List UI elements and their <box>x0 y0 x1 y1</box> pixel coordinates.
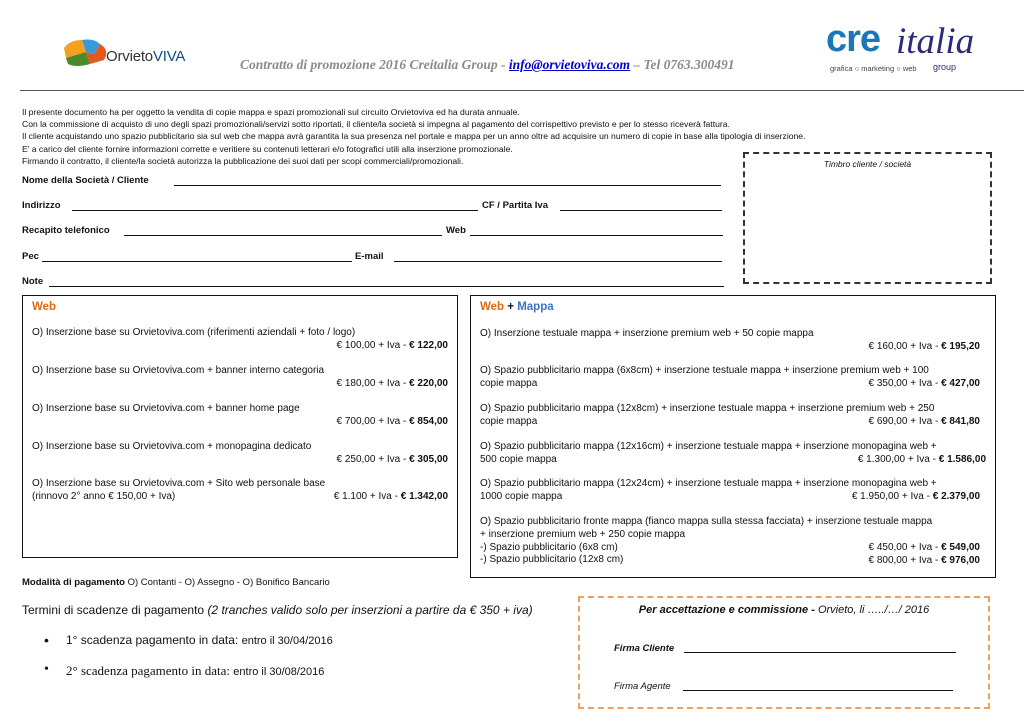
option-price: € 1.950,00 + Iva - € 2.379,00 <box>851 491 980 502</box>
option-price: € 1.100 + Iva - € 1.342,00 <box>333 491 448 502</box>
creitalia-group: group <box>933 62 957 72</box>
company-field[interactable] <box>174 185 721 186</box>
option-text-line2: (rinnovo 2° anno € 150,00 + Iva) <box>32 490 176 502</box>
option-text: O) Inserzione base su Orvietoviva.com + monopagina dedicato <box>32 441 312 452</box>
map-option[interactable] <box>480 365 980 391</box>
phone-field[interactable] <box>124 235 442 236</box>
creitalia-logo-cre: cre <box>826 18 881 60</box>
option-text: O) Spazio pubblicitario mappa (12x16cm) + inserzione testuale mappa + inserzione monopagina web + <box>480 441 937 452</box>
option-text: O) Spazio pubblicitario mappa (12x24cm) + inserzione testuale mappa + inserzione monopagina web + <box>480 478 937 489</box>
orvietoviva-logo-text: OrvietoVIVA <box>106 48 186 65</box>
web-option[interactable] <box>32 441 448 467</box>
tax-id-label: CF / Partita Iva <box>482 200 548 211</box>
option-text: O) Inserzione base su Orvietoviva.com + banner interno categoria <box>32 365 325 376</box>
option-text-line2: copie mappa <box>480 415 538 427</box>
address-label: Indirizzo <box>22 200 61 211</box>
orvietoviva-logo <box>60 30 200 74</box>
creitalia-logo <box>826 18 975 80</box>
map-option[interactable] <box>480 403 980 429</box>
pec-label: Pec <box>22 251 39 262</box>
intro-line: Il presente documento ha per oggetto la vendita di copie mappa e spazi promozionali sul circuito Orvietoviva ed ha durata annuale. <box>22 107 520 117</box>
option-text: O) Inserzione base su Orvietoviva.com + Sito web personale base <box>32 478 326 489</box>
option-text-line2: copie mappa <box>480 377 538 389</box>
web-box-title: Web <box>32 301 57 313</box>
option-price: € 450,00 + Iva - € 549,00 <box>868 542 980 553</box>
option-text: O) Inserzione base su Orvietoviva.com (riferimenti aziendali + foto / logo) <box>32 327 356 338</box>
option-price: € 1.300,00 + Iva - € 1.586,00 <box>857 454 986 465</box>
option-price: € 800,00 + Iva - € 976,00 <box>868 555 980 566</box>
map-option[interactable] <box>480 328 980 354</box>
web-field[interactable] <box>470 235 723 236</box>
option-price: € 100,00 + Iva - € 122,00 <box>336 340 448 351</box>
payment-methods: Modalità di pagamento O) Contanti - O) Assegno - O) Bonifico Bancario <box>22 577 330 588</box>
option-price: € 700,00 + Iva - € 854,00 <box>336 416 448 427</box>
bullet-icon: • <box>44 632 49 648</box>
intro-line: Con la commissione di acquisto di uno degli spazi promozionali/servizi sotto riportati, il cliente/la società si impegna al pagamento del corrispettivo previsto e per lo stesso riceverà fattura. <box>22 119 730 130</box>
option-price: € 180,00 + Iva - € 220,00 <box>336 378 448 389</box>
payment-options[interactable]: O) Contanti - O) Assegno - O) Bonifico Bancario <box>124 577 330 588</box>
web-option[interactable] <box>32 327 448 353</box>
note-label: Note <box>22 276 44 287</box>
web-map-box-title: Web + Mappa <box>480 301 554 313</box>
stamp-label: Timbro cliente / società <box>823 159 912 169</box>
creitalia-tagline: grafica ○ marketing ○ web <box>830 64 917 73</box>
map-option[interactable] <box>480 478 980 504</box>
bullet-icon: • <box>44 662 49 677</box>
option-price: € 690,00 + Iva - € 841,80 <box>868 416 980 427</box>
web-option[interactable] <box>32 403 448 429</box>
option-text-line2: 1000 copie mappa <box>480 490 563 502</box>
agent-signature-field[interactable] <box>683 690 953 691</box>
tax-id-field[interactable] <box>560 210 722 211</box>
option-text: O) Spazio pubblicitario mappa (12x8cm) + inserzione testuale mappa + inserzione premium web + 250 <box>480 403 935 414</box>
acceptance-title: Per accettazione e commissione - Orvieto, li …../…/ 2016 <box>638 604 930 616</box>
intro-line: Firmando il contratto, il cliente/la società autorizza la pubblicazione dei suoi dati per scopi commerciali/promozionali. <box>22 155 464 166</box>
pec-field[interactable] <box>42 261 352 262</box>
client-signature-field[interactable] <box>684 652 956 653</box>
option-sub-6x8: -) Spazio pubblicitario (6x8 cm) <box>480 541 618 553</box>
option-price: € 250,00 + Iva - € 305,00 <box>336 454 448 465</box>
option-text-line2: + inserzione premium web + 250 copie mappa <box>480 528 686 540</box>
option-text: O) Spazio pubblicitario mappa (6x8cm) + inserzione testuale mappa + inserzione premium web + 100 <box>480 365 929 376</box>
option-text: O) Spazio pubblicitario fronte mappa (fianco mappa sulla stessa facciata) + inserzione testuale mappa <box>480 516 933 527</box>
email-link[interactable]: info@orvietoviva.com <box>508 57 630 72</box>
address-field[interactable] <box>72 210 478 211</box>
web-option[interactable] <box>32 365 448 391</box>
note-field[interactable] <box>49 286 724 287</box>
phone-label: Recapito telefonico <box>22 225 110 236</box>
map-option-front[interactable] <box>480 516 980 568</box>
email-label: E-mail <box>355 251 384 262</box>
intro-line: E' a carico del cliente fornire informazioni corrette e veritiere su contenuti letterari e/o fotografici utili alla inserzione promozionale. <box>22 143 513 154</box>
payment-terms-title: Termini di scadenze di pagamento (2 tranches valido solo per inserzioni a partire da € 350 + iva) <box>22 603 533 617</box>
stamp-box[interactable] <box>743 152 992 284</box>
agent-signature-label: Firma Agente <box>614 681 671 692</box>
option-price: € 350,00 + Iva - € 427,00 <box>868 378 980 389</box>
creitalia-logo-italia: italia <box>896 21 975 62</box>
option-sub-12x8: -) Spazio pubblicitario (12x8 cm) <box>480 554 624 566</box>
option-price: € 160,00 + Iva - € 195,20 <box>868 341 980 352</box>
web-option[interactable] <box>32 478 448 504</box>
company-label: Nome della Società / Cliente <box>22 175 149 186</box>
client-signature-label: Firma Cliente <box>614 643 675 654</box>
option-text: O) Inserzione testuale mappa + inserzione premium web + 50 copie mappa <box>480 328 814 339</box>
option-text: O) Inserzione base su Orvietoviva.com + banner home page <box>32 403 300 414</box>
map-option[interactable] <box>480 441 986 467</box>
document-title: Contratto di promozione 2016 Creitalia Group - info@orvietoviva.com – Tel 0763.300491 <box>240 57 735 72</box>
header-divider <box>20 90 1024 91</box>
web-label: Web <box>446 225 466 236</box>
email-field[interactable] <box>394 261 722 262</box>
intro-line: Il cliente acquistando uno spazio pubblicitario sia sul web che mappa avrà garantita la sua presenza nel portale e mappa per un anno oltre ad acquisire un numero di copie in base alla tipologia di inserzione. <box>22 131 806 142</box>
option-text-line2: 500 copie mappa <box>480 453 557 465</box>
